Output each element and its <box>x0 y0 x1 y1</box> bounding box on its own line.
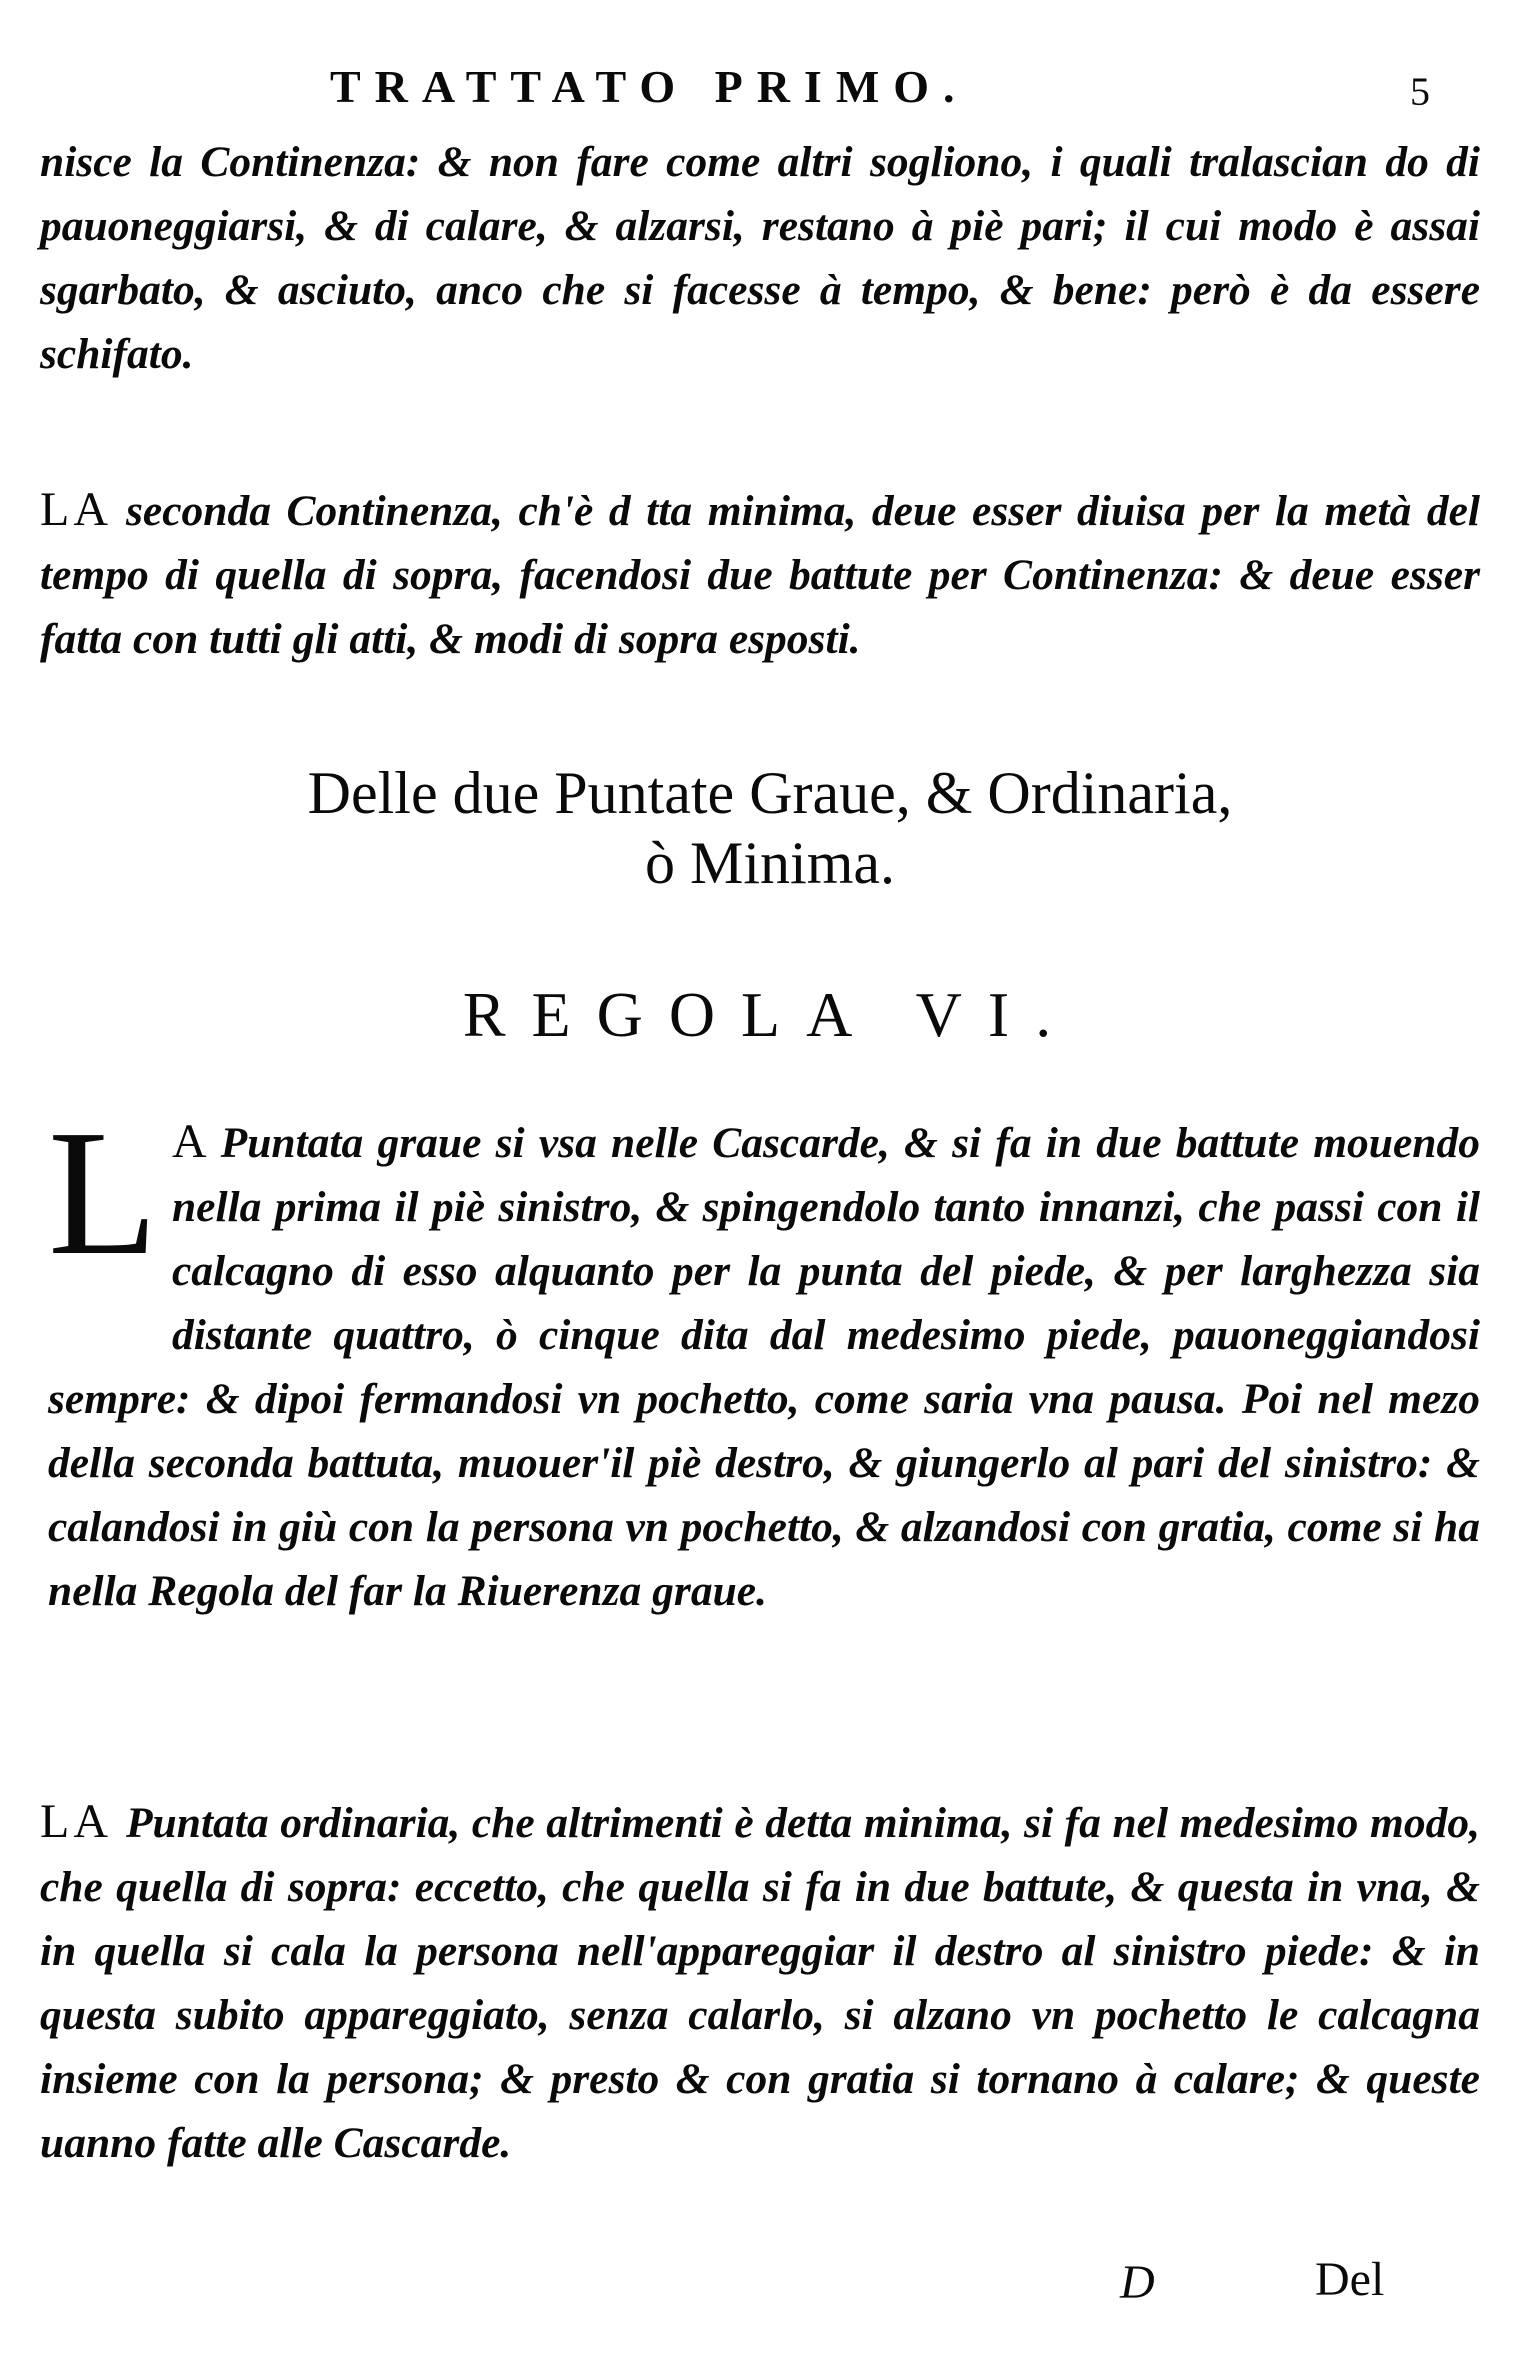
paragraph-lead-letter: A <box>171 1115 207 1168</box>
paragraph-continuation: nisce la Continenza: & non fare come altri sogliono, i quali tralascian do di pauoneggiarsi, & di calare, & alzarsi, restano à piè pari; il cui modo è assai sgarbato, & asciuto, anco che si facesse à tempo, & bene: però è da essere schifato. <box>40 138 1480 378</box>
paragraph-body: Puntata graue si vsa nelle Cascarde, & si fa in due battute mouendo nella prima il piè sinistro, & spingendolo tanto innanzi, che passi con il calcagno di esso alquanto per la punta del piede, & per larghezza sia distante quattro, ò cinque dita dal medesimo piede, pauoneggiandosi sempre: & dipoi fermandosi vn pochetto, come saria vna pausa. Poi nel mezo della seconda battuta, muouer'il piè destro, & giungerlo al pari del sinistro: & calandosi in giù con la persona vn pochetto, & alzandosi con gratia, come si ha nella Regola del far la Riuerenza graue. <box>48 1119 1480 1615</box>
section-heading <box>0 758 1540 898</box>
catchword: Del <box>1315 2253 1385 2306</box>
signature-mark: D <box>1120 2256 1155 2309</box>
running-title: TRATTATO PRIMO. <box>330 61 969 112</box>
paragraph-lead-letters: LA <box>40 1795 112 1848</box>
paragraph-puntata-ordinaria <box>40 1790 1480 2175</box>
paragraph-lead-letters: LA <box>40 483 112 536</box>
paragraph-body: Puntata ordinaria, che altrimenti è detta minima, si fa nel medesimo modo, che quella di sopra: eccetto, che quella si fa in due battute, & questa in vna, & in quella si cala la persona nell'appareggiar il destro al sinistro piede: & in questa subito appareggiato, senza calarlo, si alzano vn pochetto le calcagna insieme con la persona; & presto & con gratia si tornano à calare; & queste uanno fatte alle Cascarde. <box>40 1799 1480 2167</box>
drop-cap: L <box>48 1093 158 1292</box>
paragraph-body: seconda Continenza, ch'è d tta minima, deue esser diuisa per la metà del tempo di quella di sopra, facendosi due battute per Continenza: & deue esser fatta con tutti gli atti, & modi di sopra esposti. <box>40 487 1480 663</box>
section-heading-line-2: ò Minima. <box>645 830 895 896</box>
section-heading-line-1: Delle due Puntate Graue, & Ordinaria, <box>307 760 1233 826</box>
rule-heading: REGOLA VI. <box>462 979 1078 1050</box>
paragraph-seconda-continenza <box>40 478 1480 671</box>
page-number: 5 <box>1410 69 1430 114</box>
paragraph-puntata-graue <box>48 1093 1480 1623</box>
